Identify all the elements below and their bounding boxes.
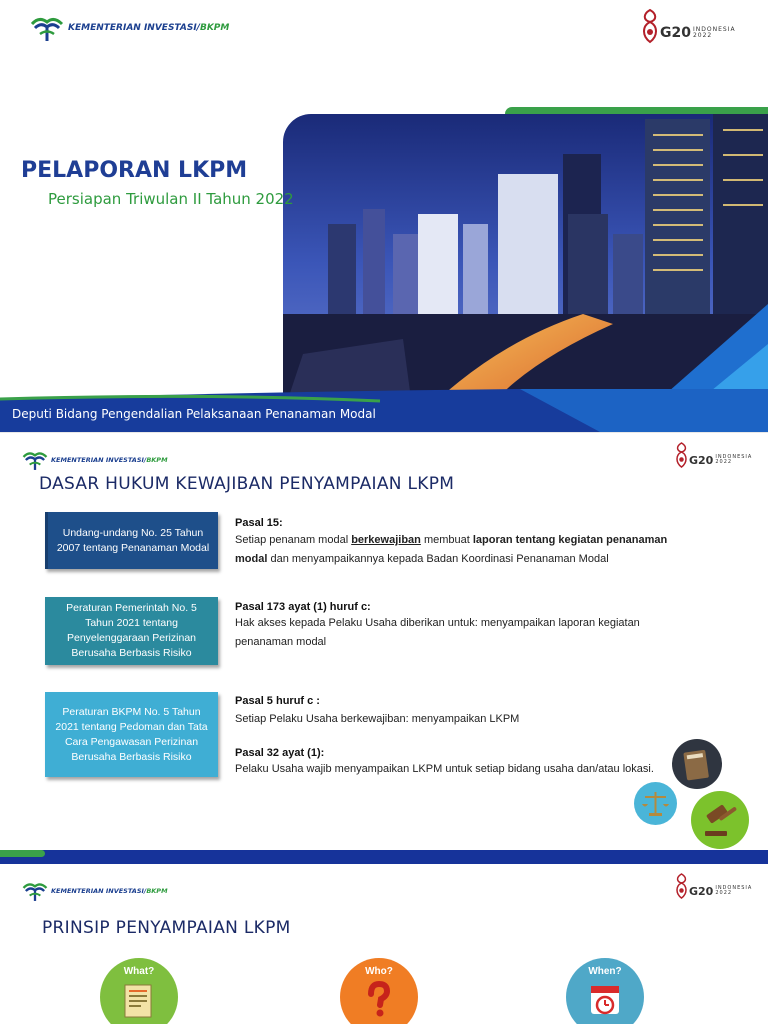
- g20-country: INDONESIA: [715, 454, 753, 460]
- kementerian-logo: [22, 449, 168, 471]
- city-skyline-image: [283, 114, 768, 414]
- g20-word: G20: [660, 25, 691, 41]
- deputi-label: Deputi Bidang Pengendalian Pelaksanaan Penanaman Modal: [12, 407, 376, 421]
- principle-who: [340, 958, 418, 1024]
- pasal-heading: Pasal 15:: [235, 517, 283, 529]
- pasal-heading: Pasal 173 ayat (1) huruf c:: [235, 601, 371, 613]
- pasal-text: Pelaku Usaha wajib menyampaikan LKPM untuk setiap bidang usaha dan/atau lokasi.: [235, 763, 654, 775]
- law-book-icon: [672, 739, 722, 789]
- g20-logo: [674, 441, 752, 469]
- g20-year: 2022: [715, 890, 733, 896]
- g20-word: G20: [689, 884, 714, 898]
- slide-title: PRINSIP PENYAMPAIAN LKPM: [42, 918, 291, 938]
- g20-logo: [640, 8, 736, 44]
- gavel-icon: [691, 791, 749, 849]
- principle-label: What?: [123, 966, 155, 977]
- slide-title: DASAR HUKUM KEWAJIBAN PENYAMPAIAN LKPM: [39, 474, 455, 494]
- cover-title: PELAPORAN LKPM: [21, 158, 248, 183]
- cover-slide: [0, 0, 768, 432]
- principle-label: Who?: [365, 966, 393, 977]
- pasal-heading: Pasal 5 huruf c :: [235, 695, 320, 707]
- kementerian-emblem-icon: [22, 880, 48, 902]
- legal-basis-slide: [0, 432, 768, 864]
- pasal-text: Setiap penanam modal berkewajiban membuat laporan tentang kegiatan penanaman modal dan menyampaikannya kepada Badan Koordinasi Penanaman Modal: [235, 534, 668, 565]
- principle-label: When?: [588, 966, 622, 977]
- cover-subtitle: Persiapan Triwulan II Tahun 2022: [48, 190, 294, 208]
- pasal-text: Hak akses kepada Pelaku Usaha diberikan untuk: menyampaikan laporan kegiatan penanaman modal: [235, 617, 640, 648]
- g20-emblem-icon: [674, 872, 689, 900]
- kementerian-emblem-icon: [22, 449, 48, 471]
- kementerian-logo: [30, 14, 229, 42]
- law-box-pp-5-2021: [45, 597, 218, 665]
- law-label: Undang-undang No. 25 Tahun 2007 tentang Penanaman Modal: [56, 526, 210, 554]
- kementerian-logo: [22, 880, 168, 902]
- g20-logo: [674, 872, 752, 900]
- kementerian-emblem-icon: [30, 14, 64, 42]
- law-label: Peraturan BKPM No. 5 Tahun 2021 tentang Pedoman dan Tata Cara Pengawasan Perizinan Berusaha Berbasis Risiko: [55, 705, 208, 763]
- g20-year: 2022: [692, 32, 713, 39]
- law-box-perbkpm-5-2021: [45, 692, 218, 777]
- kementerian-logo-text: KEMENTERIAN INVESTASI/BKPM: [68, 23, 230, 33]
- pasal-heading: Pasal 32 ayat (1):: [235, 747, 325, 759]
- slide-footer-accent: [0, 850, 45, 857]
- g20-country: INDONESIA: [692, 26, 736, 33]
- g20-country: INDONESIA: [715, 885, 753, 891]
- principles-slide: [0, 864, 768, 1024]
- g20-year: 2022: [715, 459, 733, 465]
- slide-footer-bar: [0, 850, 768, 864]
- law-label: Peraturan Pemerintah No. 5 Tahun 2021 tentang Penyelenggaraan Perizinan Berusaha Berbasis Risiko: [66, 602, 197, 659]
- principle-what: [100, 958, 178, 1024]
- kementerian-logo-text: KEMENTERIAN INVESTASI/BKPM: [51, 887, 168, 895]
- g20-word: G20: [689, 453, 714, 467]
- scales-icon: [634, 782, 677, 825]
- law-box-uu-25-2007: [45, 512, 218, 569]
- kementerian-logo-text: KEMENTERIAN INVESTASI/BKPM: [51, 456, 168, 464]
- principle-when: [566, 958, 644, 1024]
- pasal-text: Setiap Pelaku Usaha berkewajiban: menyampaikan LKPM: [235, 713, 520, 725]
- g20-emblem-icon: [640, 8, 660, 44]
- g20-emblem-icon: [674, 441, 689, 469]
